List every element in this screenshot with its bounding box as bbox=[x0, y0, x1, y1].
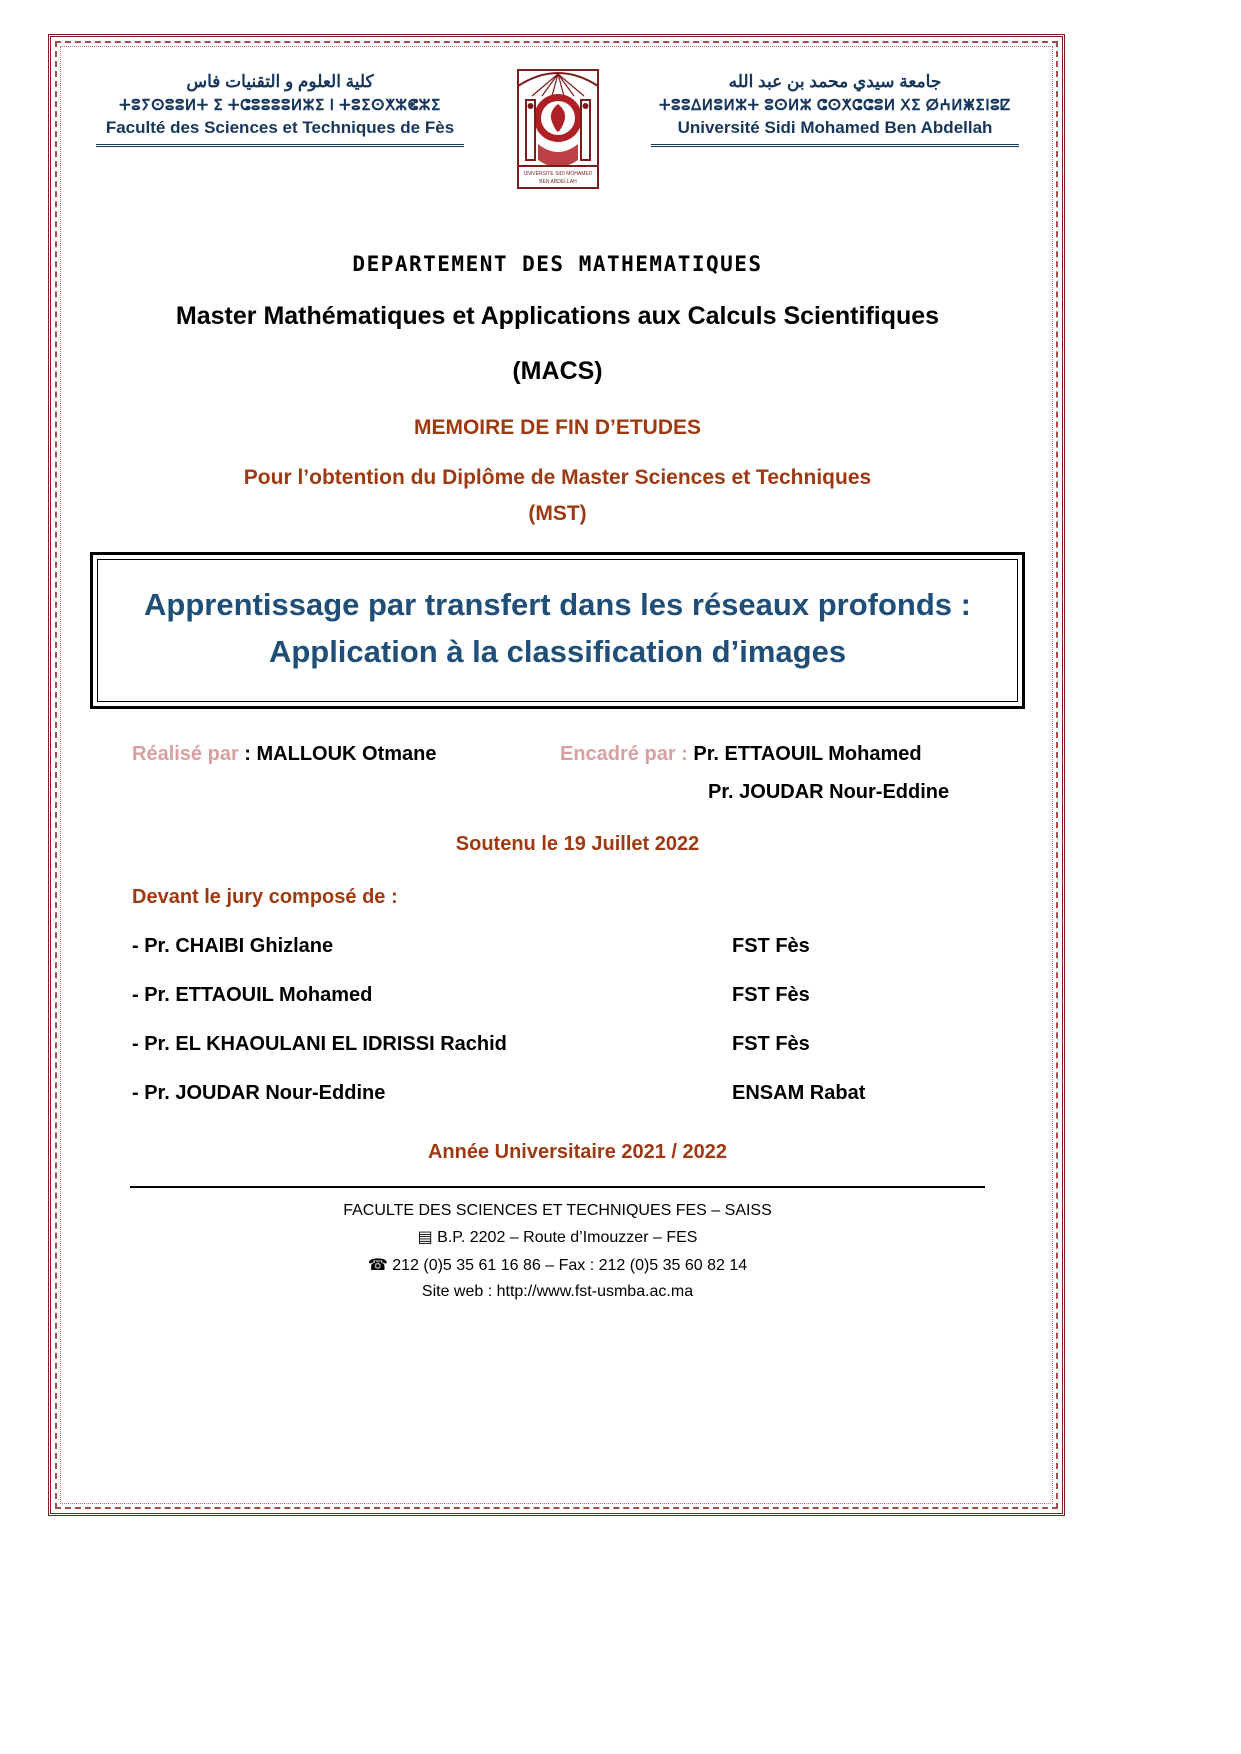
jury-member-name: - Pr. EL KHAOULANI EL IDRISSI Rachid bbox=[132, 1033, 507, 1055]
document-header bbox=[70, 52, 1045, 206]
jury-member-name: - Pr. JOUDAR Nour-Eddine bbox=[132, 1082, 386, 1104]
thesis-title: Apprentissage par transfert dans les réseaux profonds : Application à la classification d’images bbox=[144, 587, 971, 669]
jury-member-affiliation: FST Fès bbox=[732, 1033, 810, 1055]
supervisor-line-2 bbox=[708, 781, 949, 804]
author-name: MALLOUK Otmane bbox=[256, 743, 437, 765]
thesis-title-box bbox=[90, 552, 1025, 709]
jury-row bbox=[132, 935, 1045, 958]
jury-member-name: - Pr. ETTAOUIL Mohamed bbox=[132, 984, 373, 1006]
faculty-name-french: Faculté des Sciences et Techniques de Fès bbox=[105, 118, 455, 138]
supervisor-line-1 bbox=[560, 743, 922, 766]
diploma-acronym: (MST) bbox=[528, 502, 587, 525]
jury-title: Devant le jury composé de : bbox=[132, 886, 398, 908]
university-name-arabic: جامعة سيدي محمد بن عبد الله bbox=[728, 72, 942, 91]
footer-address: B.P. 2202 – Route d’Imouzzer – FES bbox=[437, 1229, 698, 1247]
department-name: DEPARTEMENT DES MATHEMATIQUES bbox=[352, 252, 763, 276]
header-faculty-block bbox=[80, 70, 480, 147]
footer-phone: 212 (0)5 35 61 16 86 – Fax : 212 (0)5 35 60 82 14 bbox=[392, 1256, 748, 1274]
faculty-name-arabic: كلية العلوم و التقنيات فاس bbox=[186, 72, 374, 91]
memoire-label: MEMOIRE DE FIN D’ETUDES bbox=[413, 416, 702, 439]
academic-year: Année Universitaire 2021 / 2022 bbox=[427, 1141, 728, 1163]
mail-icon: ▤ bbox=[417, 1227, 433, 1247]
header-university-block bbox=[635, 70, 1035, 147]
supervisor-name-2: Pr. JOUDAR Nour-Eddine bbox=[708, 781, 950, 803]
faculty-underline bbox=[96, 144, 464, 147]
svg-text:BEN ABDELLAH: BEN ABDELLAH bbox=[538, 179, 577, 185]
university-underline bbox=[651, 144, 1019, 147]
faculty-name-tifinagh: ⵜⵓⵢⵙⵓⵓⵍⵜ ⵉ ⵜⵛⵓⵓⵓⵓⵍⵣⵉ ⵏ ⵜⵓⵉⵙⵅⵣⵞⵣⵉ bbox=[119, 96, 441, 114]
jury-row bbox=[132, 984, 1045, 1007]
diploma-statement: Pour l’obtention du Diplôme de Master Sciences et Techniques bbox=[243, 466, 872, 489]
footer-phone-line bbox=[130, 1252, 985, 1279]
footer-institution: FACULTE DES SCIENCES ET TECHNIQUES FES – SAISS bbox=[343, 1202, 772, 1219]
thesis-title-box-inner bbox=[97, 559, 1018, 702]
university-name-french: Université Sidi Mohamed Ben Abdellah bbox=[677, 118, 993, 138]
jury-member-affiliation: FST Fès bbox=[732, 984, 810, 1006]
master-program-name: Master Mathématiques et Applications aux Calculs Scientifiques bbox=[175, 302, 940, 330]
encadre-label: Encadré par : bbox=[560, 743, 688, 765]
phone-icon: ☎ bbox=[367, 1254, 388, 1274]
realise-separator: : bbox=[238, 743, 257, 765]
jury-member-affiliation: FST Fès bbox=[732, 935, 810, 957]
authors-section bbox=[70, 743, 1045, 839]
supervisor-name-1: Pr. ETTAOUIL Mohamed bbox=[693, 743, 922, 765]
document-page bbox=[70, 52, 1045, 1502]
jury-row bbox=[132, 1033, 1045, 1056]
footer-website: Site web : http://www.fst-usmba.ac.ma bbox=[421, 1283, 694, 1301]
author-line bbox=[132, 743, 437, 766]
footer-address-line bbox=[130, 1224, 985, 1251]
defense-date: Soutenu le 19 Juillet 2022 bbox=[455, 833, 700, 855]
jury-member-affiliation: ENSAM Rabat bbox=[732, 1082, 866, 1104]
jury-row bbox=[132, 1082, 1045, 1105]
svg-text:UNIVERSITE SIDI MOHAMED: UNIVERSITE SIDI MOHAMED bbox=[523, 171, 592, 177]
realise-label: Réalisé par bbox=[132, 743, 239, 765]
university-name-tifinagh: ⵜⵓⵓⵠⵍⵓⵍⵣⵜ ⵓⵙⵍⵣ ⵛⵙⵅⵛⵛⵓⵍ ⵝⵉ ⵁⵄⵍⵥⵉⵏⵓⵇ bbox=[659, 96, 1011, 114]
document-footer bbox=[130, 1186, 985, 1306]
master-program-acronym: (MACS) bbox=[512, 357, 603, 385]
university-seal-logo bbox=[502, 66, 614, 206]
jury-member-name: - Pr. CHAIBI Ghizlane bbox=[132, 935, 334, 957]
